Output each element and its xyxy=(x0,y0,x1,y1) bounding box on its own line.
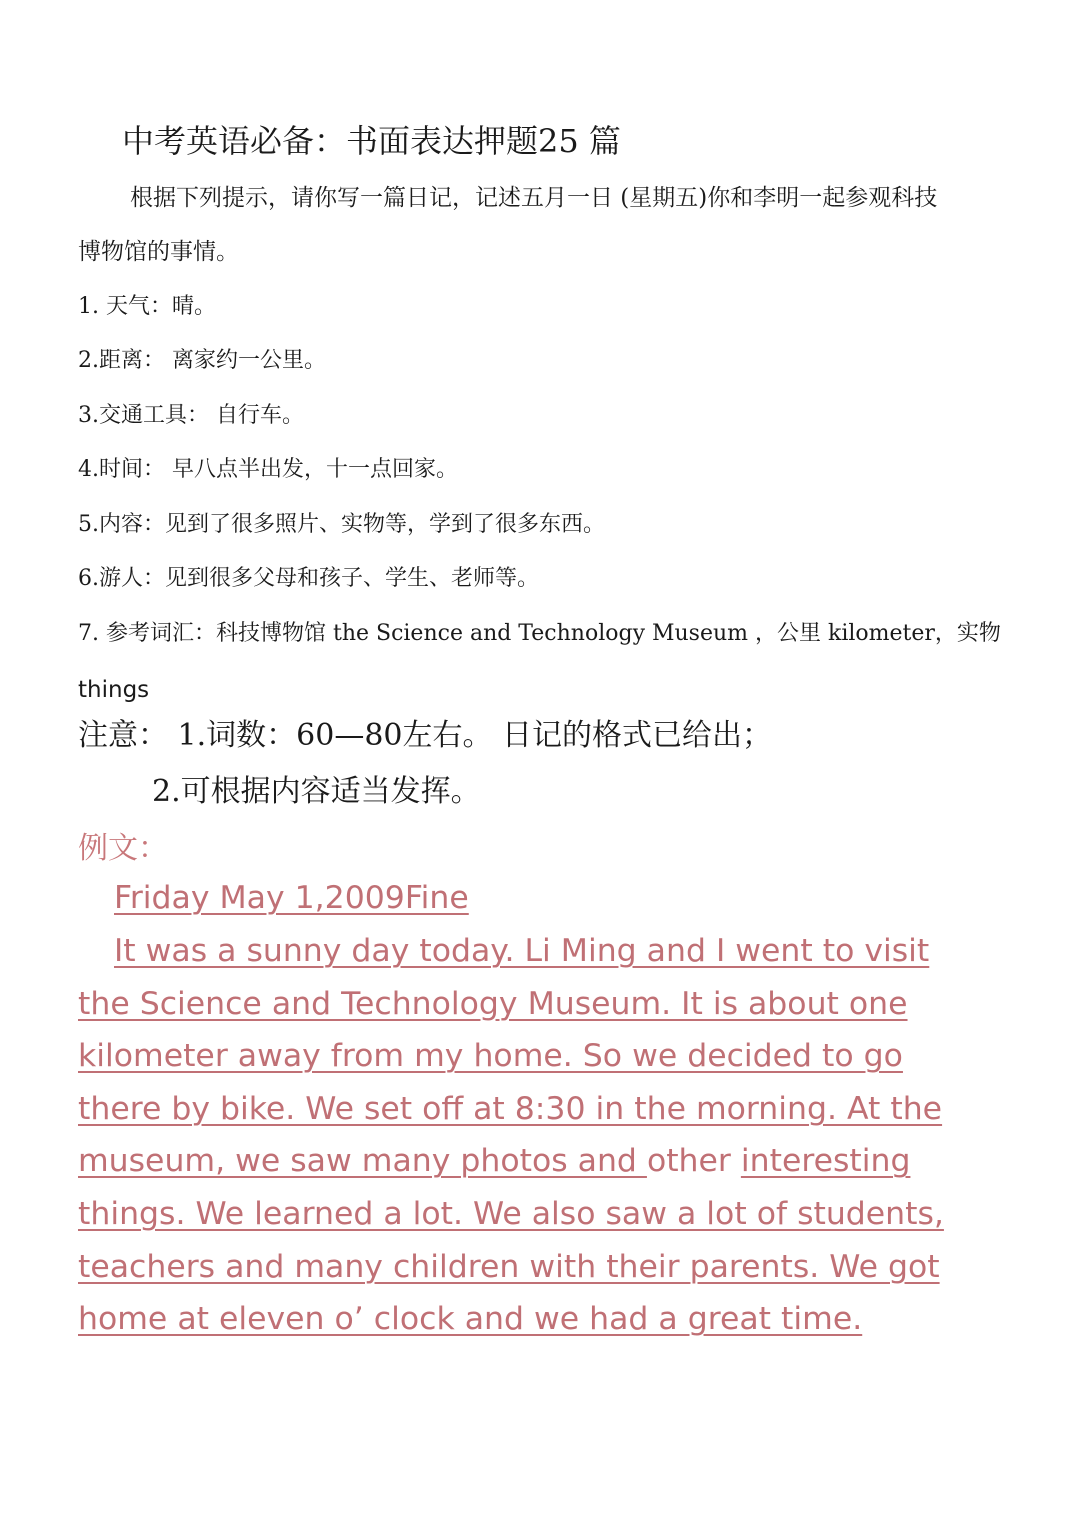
sample-date-text: Friday May 1,2009Fine xyxy=(114,880,469,916)
sample-line-5-text-a: museum, we saw many photos and xyxy=(78,1143,647,1180)
note-line-1: 注意： 1.词数：60—80左右。 日记的格式已给出； xyxy=(78,718,773,753)
hint-visitors: 6.游人：见到很多父母和孩子、学生、老师等。 xyxy=(78,566,539,591)
hint-transport: 3.交通工具： 自行车。 xyxy=(78,403,304,428)
hint-weather: 1. 天气：晴。 xyxy=(78,294,216,319)
sample-line-5-text-b: other xyxy=(646,1143,741,1180)
sample-line-5-text-c: interesting xyxy=(740,1143,911,1180)
hint-vocabulary-overflow: things xyxy=(78,677,150,703)
note-line-2: 2.可根据内容适当发挥。 xyxy=(152,774,481,809)
hint-content: 5.内容：见到了很多照片、实物等，学到了很多东西。 xyxy=(78,512,605,537)
sample-date-line xyxy=(78,872,1080,925)
sample-line-2 xyxy=(78,978,1048,1031)
hint-vocabulary: 7. 参考词汇：科技博物馆 the Science and Technology Museum ，公里 kilometer，实物 xyxy=(78,621,1001,646)
document-title: 中考英语必备：书面表达押题25 篇 xyxy=(122,122,621,160)
sample-line-4-text: there by bike. We set off at 8:30 in the morning. At the xyxy=(78,1090,943,1127)
sample-essay xyxy=(78,925,1048,1346)
sample-line-8 xyxy=(78,1293,1048,1346)
hint-time: 4.时间： 早八点半出发，十一点回家。 xyxy=(78,457,458,482)
sample-line-6 xyxy=(78,1188,1048,1241)
sample-line-7-text: teachers and many children with their parents. We got xyxy=(78,1248,940,1285)
sample-line-3 xyxy=(78,1030,1048,1083)
sample-line-2-text: the Science and Technology Museum. It is about one xyxy=(78,985,908,1022)
hint-distance: 2.距离： 离家约一公里。 xyxy=(78,348,326,373)
sample-line-1 xyxy=(78,925,1048,978)
sample-line-3-text: kilometer away from my home. So we decided to go xyxy=(78,1038,903,1075)
task-intro-line-1: 根据下列提示，请你写一篇日记，记述五月一日 (星期五)你和李明一起参观科技 xyxy=(130,185,938,211)
sample-label: 例文： xyxy=(78,831,168,866)
sample-line-5 xyxy=(78,1135,1048,1188)
sample-line-7 xyxy=(78,1241,1048,1294)
task-intro-line-2: 博物馆的事情。 xyxy=(78,239,239,265)
sample-line-8-text: home at eleven o’ clock and we had a great time. xyxy=(78,1301,863,1338)
sample-line-1-text: It was a sunny day today. Li Ming and I went to visit xyxy=(114,933,930,969)
sample-line-6-text: things. We learned a lot. We also saw a lot of students, xyxy=(78,1195,944,1232)
sample-line-4 xyxy=(78,1083,1048,1136)
